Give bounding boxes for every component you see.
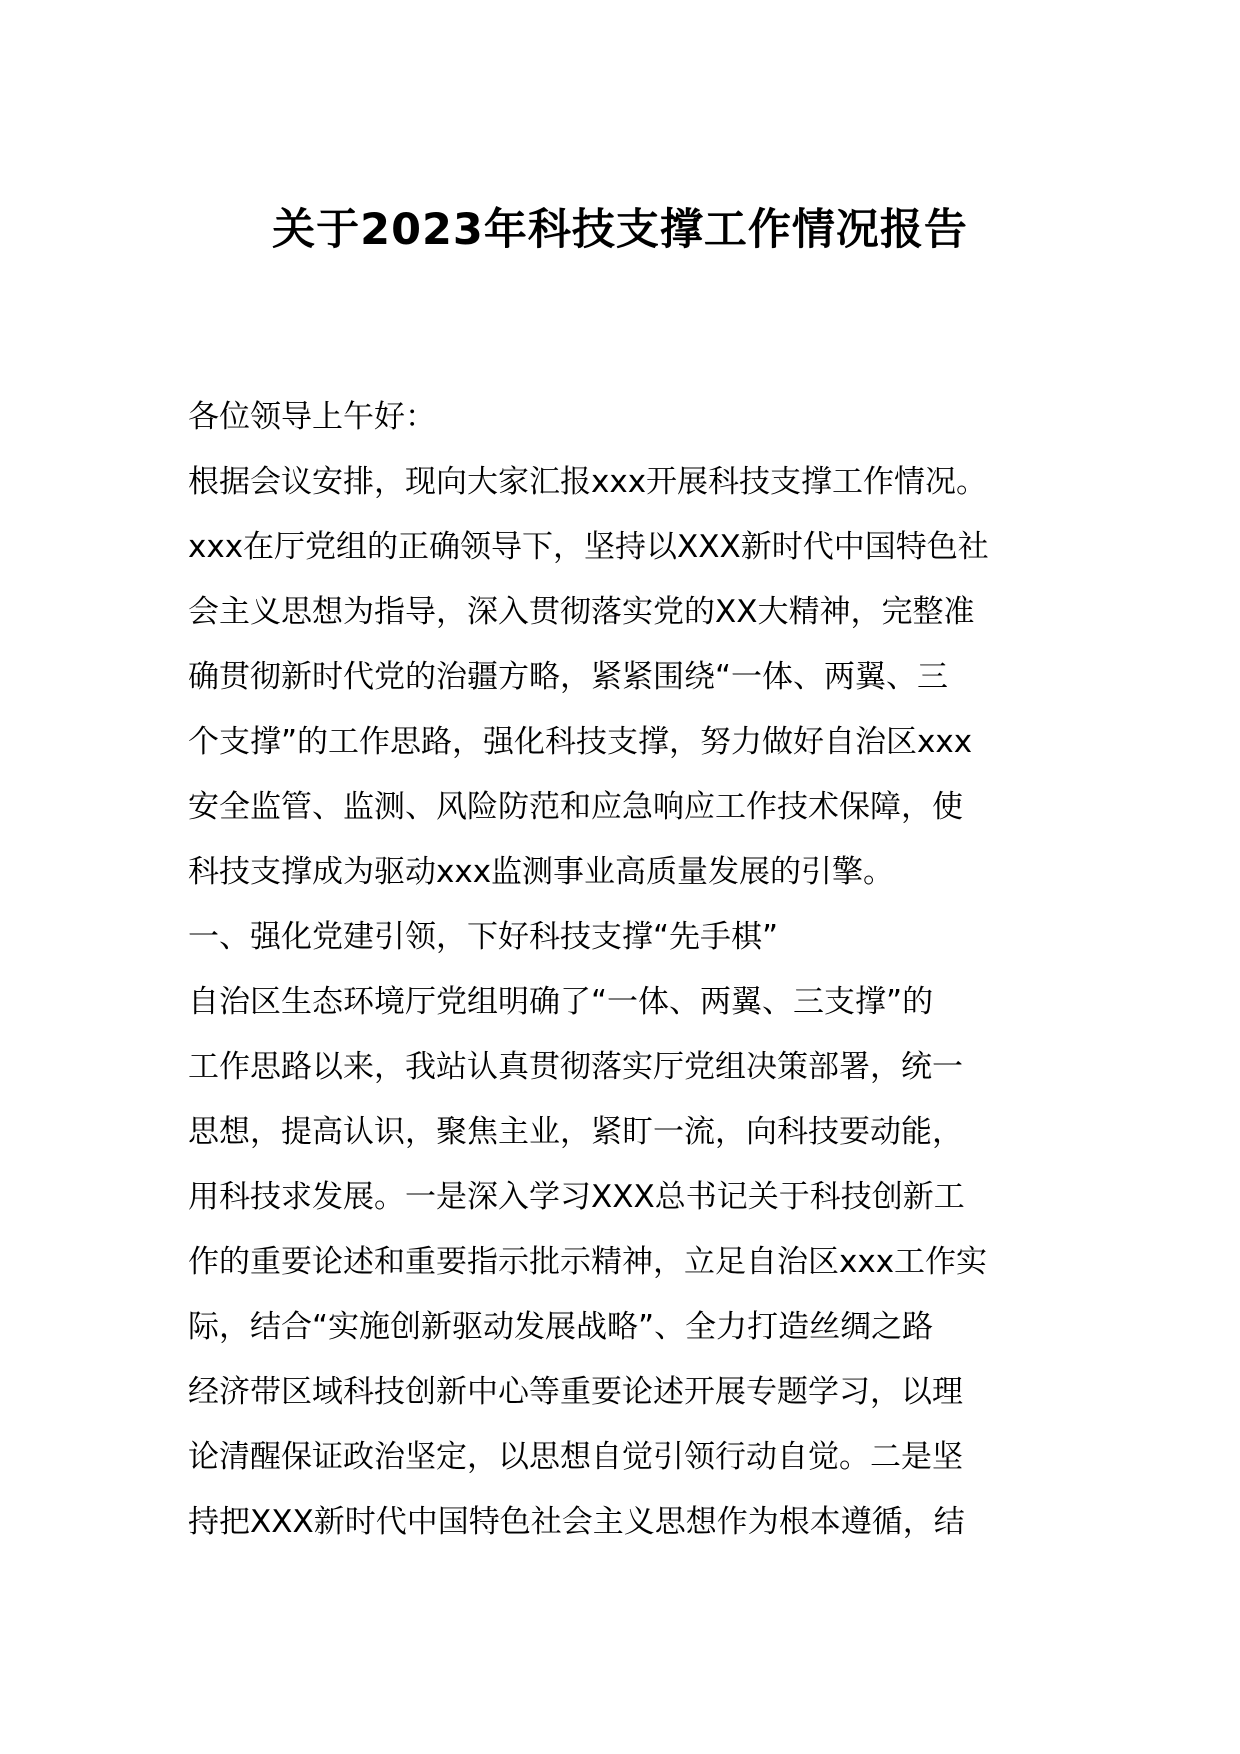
body-line: 确贯彻新时代党的治疆方略，紧紧围绕“一体、两翼、三 — [188, 659, 949, 695]
body-line: 工作思路以来，我站认真贯彻落实厅党组决策部署，统一 — [188, 1049, 963, 1085]
body-line: 会主义思想为指导，深入贯彻落实党的XX大精神，完整准 — [188, 594, 975, 630]
body-line: 根据会议安排，现向大家汇报xxx开展科技支撑工作情况。 — [188, 464, 988, 500]
body-line: xxx在厅党组的正确领导下，坚持以XXX新时代中国特色社 — [188, 529, 989, 565]
body-line: 科技支撑成为驱动xxx监测事业高质量发展的引擎。 — [188, 854, 895, 890]
body-line: 个支撑”的工作思路，强化科技支撑，努力做好自治区xxx — [188, 724, 973, 760]
body-line: 用科技求发展。一是深入学习XXX总书记关于科技创新工 — [188, 1179, 965, 1215]
document-body — [188, 385, 1068, 1555]
body-line: 持把XXX新时代中国特色社会主义思想作为根本遵循，结 — [188, 1504, 965, 1540]
body-line: 经济带区域科技创新中心等重要论述开展专题学习，以理 — [188, 1374, 963, 1410]
body-line: 思想，提高认识，聚焦主业，紧盯一流，向科技要动能， — [188, 1114, 963, 1150]
body-line: 际，结合“实施创新驱动发展战略”、全力打造丝绸之路 — [188, 1309, 934, 1345]
body-line: 作的重要论述和重要指示批示精神，立足自治区xxx工作实 — [188, 1244, 988, 1280]
body-line: 论清醒保证政治坚定，以思想自觉引领行动自觉。二是坚 — [188, 1439, 963, 1475]
body-line-greeting: 各位领导上午好： — [188, 399, 436, 435]
document-title: 关于2023年科技支撑工作情况报告 — [272, 205, 968, 255]
section-heading-1: 一、强化党建引领，下好科技支撑“先手棋” — [188, 919, 779, 955]
body-line: 安全监管、监测、风险防范和应急响应工作技术保障，使 — [188, 789, 963, 825]
body-line: 自治区生态环境厅党组明确了“一体、两翼、三支撑”的 — [188, 984, 934, 1020]
